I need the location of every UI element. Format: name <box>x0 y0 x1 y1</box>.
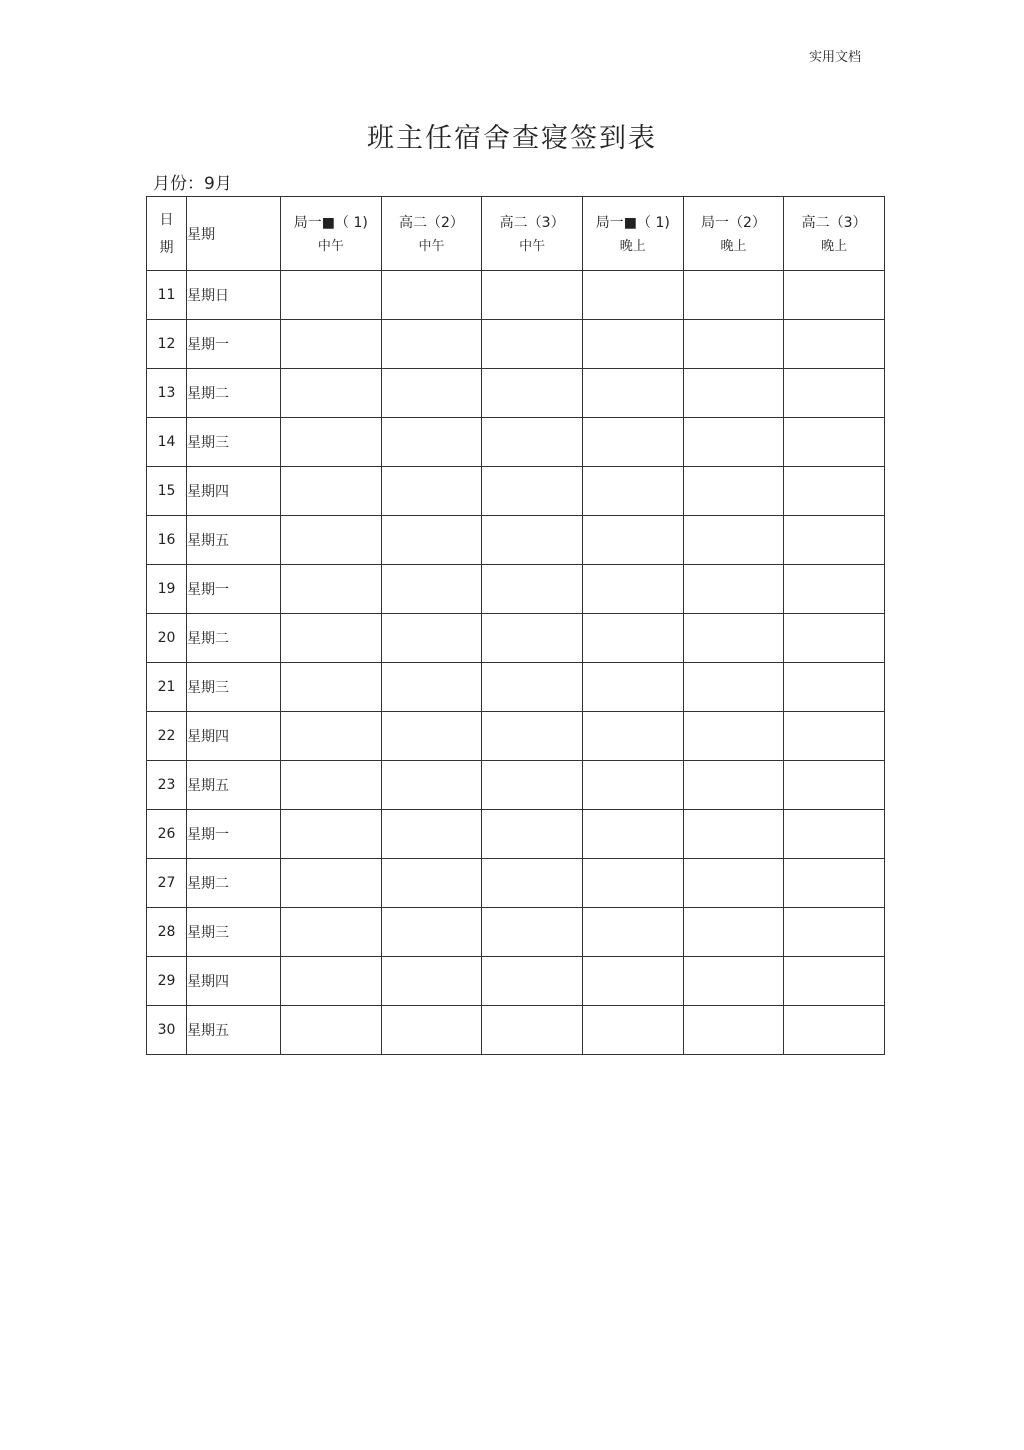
signature-cell[interactable] <box>381 516 482 565</box>
signature-cell[interactable] <box>582 1006 683 1055</box>
signature-cell[interactable] <box>582 761 683 810</box>
table-row <box>147 957 885 1006</box>
signature-cell[interactable] <box>582 712 683 761</box>
signature-cell[interactable] <box>281 859 382 908</box>
signature-cell[interactable] <box>482 712 583 761</box>
slot-class: 高二（3） <box>499 214 565 231</box>
signature-cell[interactable] <box>381 810 482 859</box>
weekday-cell: 星期三 <box>187 663 281 712</box>
date-cell: 13 <box>147 369 187 418</box>
signature-cell[interactable] <box>784 1006 885 1055</box>
date-cell: 16 <box>147 516 187 565</box>
slot-class: 局一■（ 1) <box>595 214 670 231</box>
weekday-cell: 星期一 <box>187 810 281 859</box>
table-row <box>147 908 885 957</box>
slot-time: 中午 <box>317 238 344 254</box>
date-cell: 15 <box>147 467 187 516</box>
signature-cell[interactable] <box>683 467 784 516</box>
slot-class: 局一■（ 1) <box>293 214 368 231</box>
date-cell: 30 <box>147 1006 187 1055</box>
weekday-cell: 星期三 <box>187 908 281 957</box>
slot-header <box>482 197 583 271</box>
signature-cell[interactable] <box>683 663 784 712</box>
table-row <box>147 614 885 663</box>
weekday-cell: 星期四 <box>187 957 281 1006</box>
signature-cell[interactable] <box>482 369 583 418</box>
date-header-char: 期 <box>159 239 174 256</box>
date-cell: 11 <box>147 271 187 320</box>
sign-in-table <box>146 196 885 1055</box>
signature-cell[interactable] <box>281 565 382 614</box>
signature-cell[interactable] <box>784 859 885 908</box>
signature-cell[interactable] <box>683 957 784 1006</box>
signature-cell[interactable] <box>482 1006 583 1055</box>
signature-cell[interactable] <box>482 516 583 565</box>
signature-cell[interactable] <box>683 320 784 369</box>
signature-cell[interactable] <box>482 957 583 1006</box>
signature-cell[interactable] <box>381 271 482 320</box>
signature-cell[interactable] <box>582 957 683 1006</box>
signature-cell[interactable] <box>683 565 784 614</box>
signature-cell[interactable] <box>784 614 885 663</box>
table-row <box>147 271 885 320</box>
slot-header <box>683 197 784 271</box>
weekday-cell: 星期二 <box>187 614 281 663</box>
signature-cell[interactable] <box>482 467 583 516</box>
table-row <box>147 712 885 761</box>
weekday-cell: 星期日 <box>187 271 281 320</box>
signature-cell[interactable] <box>582 467 683 516</box>
signature-cell[interactable] <box>582 516 683 565</box>
table-row <box>147 859 885 908</box>
month-line <box>153 169 232 194</box>
signature-cell[interactable] <box>482 810 583 859</box>
signature-cell[interactable] <box>281 516 382 565</box>
table-row <box>147 810 885 859</box>
slot-header <box>381 197 482 271</box>
signature-cell[interactable] <box>683 614 784 663</box>
signature-cell[interactable] <box>582 320 683 369</box>
signature-cell[interactable] <box>582 810 683 859</box>
signature-cell[interactable] <box>381 859 482 908</box>
signature-cell[interactable] <box>683 712 784 761</box>
signature-cell[interactable] <box>281 957 382 1006</box>
table-row <box>147 663 885 712</box>
signature-cell[interactable] <box>784 565 885 614</box>
slot-class: 局一（2） <box>700 214 766 231</box>
signature-cell[interactable] <box>683 271 784 320</box>
signature-cell[interactable] <box>582 663 683 712</box>
signature-cell[interactable] <box>381 467 482 516</box>
date-cell: 21 <box>147 663 187 712</box>
weekday-cell: 星期三 <box>187 418 281 467</box>
signature-cell[interactable] <box>784 908 885 957</box>
signature-cell[interactable] <box>482 271 583 320</box>
signature-cell[interactable] <box>281 320 382 369</box>
signature-cell[interactable] <box>482 859 583 908</box>
signature-cell[interactable] <box>784 418 885 467</box>
signature-cell[interactable] <box>281 271 382 320</box>
signature-cell[interactable] <box>482 761 583 810</box>
signature-cell[interactable] <box>683 516 784 565</box>
date-cell: 23 <box>147 761 187 810</box>
date-cell: 29 <box>147 957 187 1006</box>
signature-cell[interactable] <box>784 467 885 516</box>
date-cell: 27 <box>147 859 187 908</box>
signature-cell[interactable] <box>683 859 784 908</box>
signature-cell[interactable] <box>582 908 683 957</box>
table-row <box>147 369 885 418</box>
signature-cell[interactable] <box>582 614 683 663</box>
signature-cell[interactable] <box>784 663 885 712</box>
date-cell: 19 <box>147 565 187 614</box>
weekday-column-header: 星期 <box>187 197 281 271</box>
slot-time: 中午 <box>418 238 445 254</box>
signature-cell[interactable] <box>482 418 583 467</box>
weekday-cell: 星期五 <box>187 1006 281 1055</box>
signature-cell[interactable] <box>482 320 583 369</box>
date-cell: 14 <box>147 418 187 467</box>
table-row <box>147 320 885 369</box>
signature-cell[interactable] <box>281 418 382 467</box>
table-body <box>147 271 885 1055</box>
signature-cell[interactable] <box>381 957 482 1006</box>
signature-cell[interactable] <box>281 663 382 712</box>
signature-cell[interactable] <box>281 761 382 810</box>
weekday-cell: 星期五 <box>187 516 281 565</box>
signature-cell[interactable] <box>784 320 885 369</box>
signature-cell[interactable] <box>381 712 482 761</box>
signature-cell[interactable] <box>784 712 885 761</box>
signature-cell[interactable] <box>582 418 683 467</box>
slot-header <box>582 197 683 271</box>
table-row <box>147 565 885 614</box>
signature-cell[interactable] <box>381 418 482 467</box>
date-cell: 26 <box>147 810 187 859</box>
date-column-header <box>147 197 187 271</box>
slot-time: 晚上 <box>619 238 646 254</box>
signature-cell[interactable] <box>281 467 382 516</box>
table-row <box>147 516 885 565</box>
table-row <box>147 761 885 810</box>
signature-cell[interactable] <box>381 761 482 810</box>
signature-cell[interactable] <box>582 369 683 418</box>
date-header-char: 日 <box>159 211 174 228</box>
signature-cell[interactable] <box>281 810 382 859</box>
signature-cell[interactable] <box>281 908 382 957</box>
slot-time: 晚上 <box>821 238 848 254</box>
signature-cell[interactable] <box>784 810 885 859</box>
signature-cell[interactable] <box>683 761 784 810</box>
month-value: 9月 <box>204 174 232 194</box>
signature-cell[interactable] <box>784 369 885 418</box>
slot-time: 中午 <box>519 238 546 254</box>
weekday-cell: 星期二 <box>187 369 281 418</box>
weekday-cell: 星期二 <box>187 859 281 908</box>
date-cell: 28 <box>147 908 187 957</box>
weekday-cell: 星期四 <box>187 712 281 761</box>
signature-cell[interactable] <box>381 320 482 369</box>
weekday-cell: 星期四 <box>187 467 281 516</box>
signature-cell[interactable] <box>381 565 482 614</box>
header-tag: 实用文档 <box>808 50 861 65</box>
slot-class: 高二（3） <box>801 214 867 231</box>
date-cell: 12 <box>147 320 187 369</box>
signature-cell[interactable] <box>683 418 784 467</box>
slot-header <box>784 197 885 271</box>
signature-cell[interactable] <box>784 271 885 320</box>
signature-cell[interactable] <box>784 761 885 810</box>
weekday-cell: 星期五 <box>187 761 281 810</box>
signature-cell[interactable] <box>482 908 583 957</box>
table-row <box>147 418 885 467</box>
signature-cell[interactable] <box>482 663 583 712</box>
signature-cell[interactable] <box>281 614 382 663</box>
signature-cell[interactable] <box>582 271 683 320</box>
weekday-cell: 星期一 <box>187 320 281 369</box>
table-row <box>147 1006 885 1055</box>
signature-cell[interactable] <box>784 957 885 1006</box>
date-cell: 22 <box>147 712 187 761</box>
signature-cell[interactable] <box>683 369 784 418</box>
signature-cell[interactable] <box>683 1006 784 1055</box>
signature-cell[interactable] <box>482 614 583 663</box>
signature-cell[interactable] <box>381 1006 482 1055</box>
slot-class: 高二（2） <box>399 214 464 231</box>
slot-time: 晚上 <box>720 238 747 254</box>
signature-cell[interactable] <box>281 369 382 418</box>
weekday-cell: 星期一 <box>187 565 281 614</box>
signature-cell[interactable] <box>582 565 683 614</box>
month-label: 月份： <box>153 174 204 194</box>
slot-header <box>281 197 382 271</box>
signature-cell[interactable] <box>281 1006 382 1055</box>
table-row <box>147 467 885 516</box>
signature-cell[interactable] <box>784 516 885 565</box>
signature-cell[interactable] <box>683 908 784 957</box>
signature-cell[interactable] <box>381 663 482 712</box>
signature-cell[interactable] <box>683 810 784 859</box>
signature-cell[interactable] <box>381 369 482 418</box>
signature-cell[interactable] <box>381 908 482 957</box>
page-title: 班主任宿舍查寝签到表 <box>367 123 657 154</box>
signature-cell[interactable] <box>582 859 683 908</box>
date-cell: 20 <box>147 614 187 663</box>
signature-cell[interactable] <box>281 712 382 761</box>
signature-cell[interactable] <box>482 565 583 614</box>
table-header-row <box>147 197 885 271</box>
signature-cell[interactable] <box>381 614 482 663</box>
